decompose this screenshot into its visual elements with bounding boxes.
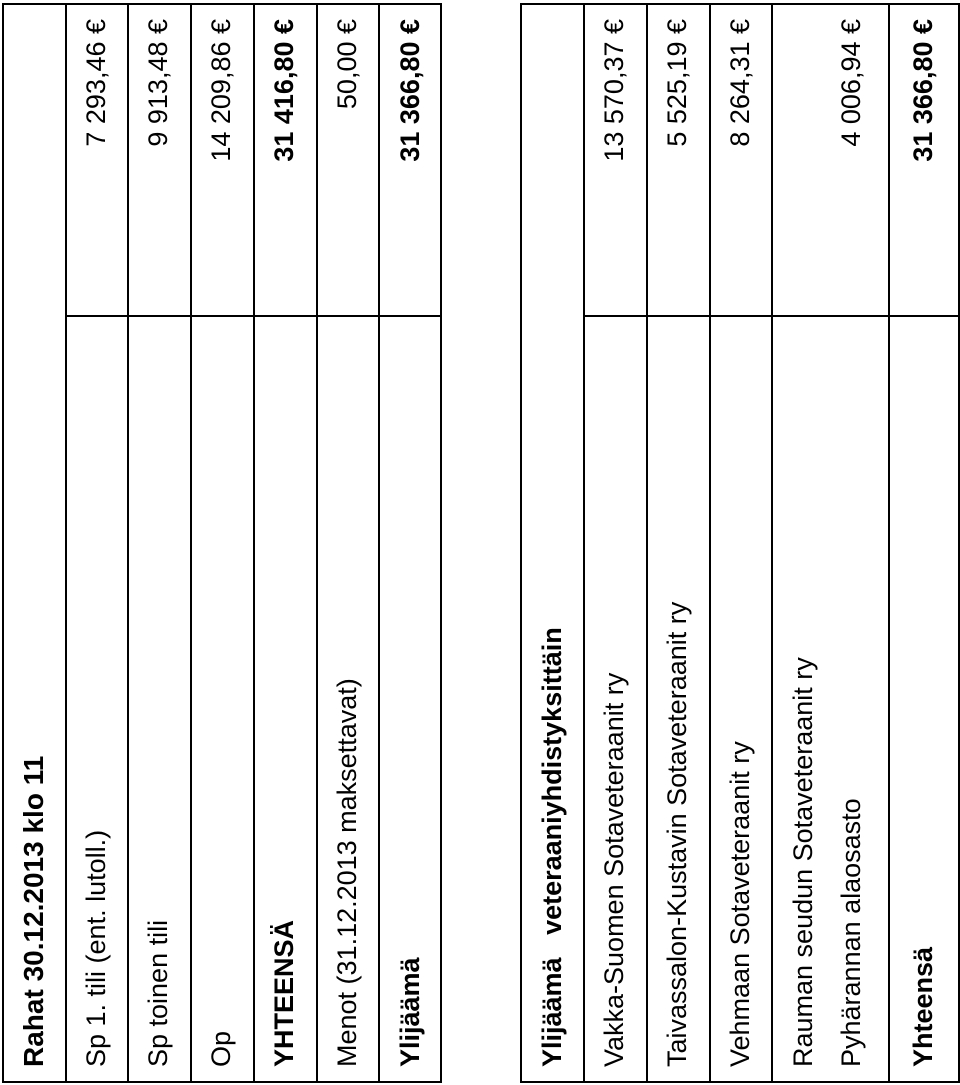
- summary-total-label: YHTEENSÄ: [269, 919, 299, 1067]
- summary-row-separator: [190, 3, 192, 1083]
- breakdown-row-amount: 4 006,94 €: [836, 19, 866, 147]
- breakdown-border-left: [520, 1081, 958, 1083]
- breakdown-total-label: Yhteensä: [908, 946, 938, 1067]
- breakdown-border-top: [520, 3, 522, 1083]
- summary-row-label: Op: [206, 1030, 236, 1067]
- summary-row-label: Sp toinen tili: [143, 919, 173, 1067]
- breakdown-row-label-line1: Rauman seudun Sotaveteraanit ry: [788, 657, 818, 1067]
- breakdown-row-amount: 5 525,19 €: [662, 19, 692, 147]
- breakdown-row-separator: [646, 3, 648, 1083]
- summary-row-amount: 14 209,86 €: [206, 19, 236, 162]
- breakdown-row-separator: [709, 3, 711, 1083]
- breakdown-row-label: Taivassalon-Kustavin Sotaveteraanit ry: [662, 601, 692, 1067]
- summary-row-separator: [316, 3, 318, 1083]
- breakdown-row-separator: [583, 3, 585, 1083]
- breakdown-border-right: [520, 3, 958, 5]
- breakdown-heading: Ylijäämä veteraaniyhdistyksittäin: [537, 627, 567, 1067]
- breakdown-row-label: Vakka-Suomen Sotaveteraanit ry: [599, 672, 629, 1067]
- summary-row-amount: 50,00 €: [332, 19, 362, 110]
- summary-border-bottom: [440, 3, 442, 1083]
- breakdown-row-separator: [771, 3, 773, 1083]
- breakdown-row-separator: [888, 3, 890, 1083]
- summary-border-left: [2, 1081, 442, 1083]
- summary-total-amount: 31 416,80 €: [269, 19, 299, 162]
- summary-row-separator: [65, 3, 67, 1083]
- breakdown-row-label: Vehmaan Sotaveteraanit ry: [725, 741, 755, 1067]
- summary-border-right: [2, 3, 442, 5]
- summary-row-amount: 7 293,46 €: [81, 19, 111, 147]
- summary-row-separator: [127, 3, 129, 1083]
- document-title: Rahat 30.12.2013 klo 11: [18, 755, 49, 1067]
- summary-surplus-amount: 31 366,80 €: [395, 19, 425, 162]
- breakdown-row-amount: 8 264,31 €: [725, 19, 755, 147]
- breakdown-row-amount: 13 570,37 €: [599, 19, 629, 162]
- summary-surplus-label: Ylijäämä: [395, 957, 425, 1067]
- breakdown-total-amount: 31 366,80 €: [908, 19, 938, 162]
- summary-row-separator: [253, 3, 255, 1083]
- summary-border-top: [2, 3, 4, 1083]
- summary-row-amount: 9 913,48 €: [143, 19, 173, 147]
- summary-row-separator: [378, 3, 380, 1083]
- summary-row-label: Sp 1. tili (ent. lutoll.): [81, 829, 111, 1067]
- summary-row-label: Menot (31.12.2013 maksettavat): [332, 678, 362, 1067]
- breakdown-row-label-line2: Pyhärannan alaosasto: [836, 798, 866, 1067]
